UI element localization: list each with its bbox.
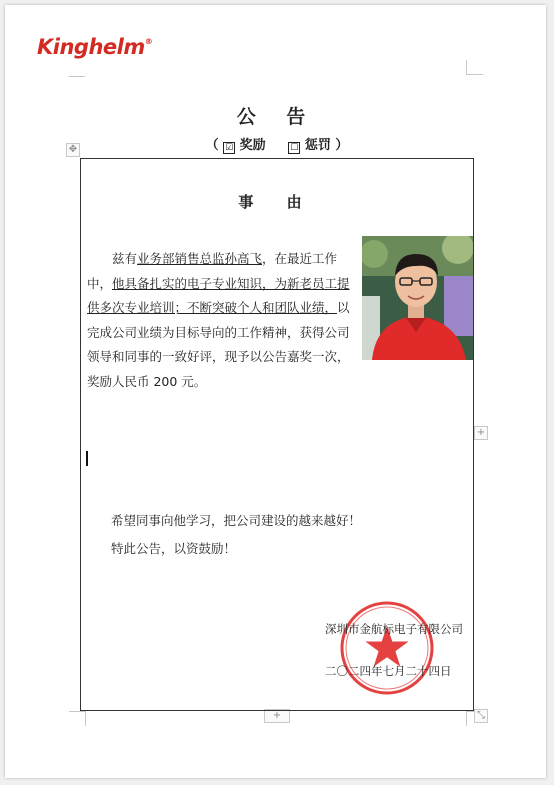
section-title: 事 由	[238, 193, 316, 211]
notice-type-options: （ ☑ 奖励 ☐ 惩罚 ）	[205, 138, 349, 153]
closing-remarks	[111, 507, 361, 563]
notice-content-table	[80, 158, 474, 711]
reward-checkbox[interactable]: ☑	[225, 143, 234, 153]
reward-label: 奖励	[239, 138, 266, 153]
margin-corner-top-right	[466, 60, 483, 75]
employee-photo	[362, 236, 473, 360]
add-column-button[interactable]: +	[474, 426, 488, 440]
table-resize-handle[interactable]: ⤡	[474, 709, 488, 723]
notice-title: 公 告	[236, 106, 318, 128]
company-logo: Kinghelm®	[37, 35, 153, 59]
company-name: 深圳市金航标电子有限公司	[325, 622, 463, 636]
closing-line-2: 特此公告，以资鼓励！	[111, 541, 237, 556]
closing-line-1: 希望同事向他学习，把公司建设的越来越好！	[111, 513, 362, 528]
notice-date: 二〇二四年七月二十四日	[325, 664, 452, 678]
add-row-button[interactable]: +	[264, 709, 290, 723]
employee-photo-image	[362, 236, 473, 360]
text-cursor	[86, 451, 88, 466]
achievement-text: 他具备扎实的电子专业知识，为新老员工提供多次专业培训；不断突破个人和团队业绩，	[87, 275, 350, 315]
reason-paragraph: 兹有业务部销售总监孙高飞，在最近工作中，他具备扎实的电子专业知识，为新老员工提供多次专业培训；不断突破个人和团队业绩，以完成公司业绩为目标导向的工作精神，获得公司领导和同事的一致好评，现予以公告嘉奖一次，奖励人民币 200 元。	[87, 251, 350, 389]
margin-corner-top-left	[69, 62, 85, 77]
penalty-checkbox[interactable]: ☐	[290, 143, 299, 153]
company-seal-stamp	[339, 600, 435, 696]
penalty-label: 惩罚	[304, 138, 331, 153]
margin-corner-bottom-left	[69, 711, 86, 726]
table-move-handle[interactable]: ✥	[66, 143, 80, 157]
employee-name: 业务部销售总监孙高飞	[137, 251, 263, 266]
